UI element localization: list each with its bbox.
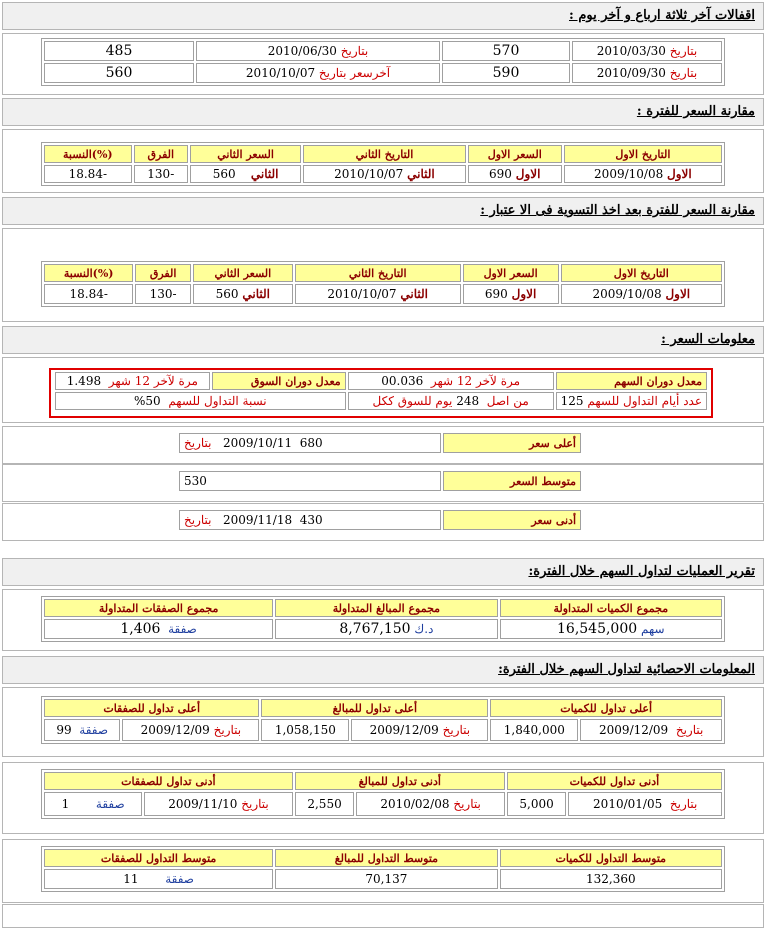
- col-header: متوسط التداول للمبالغ: [275, 849, 497, 867]
- total-deals: صفقة 1,406: [44, 619, 273, 639]
- section-title: تقرير العمليات لتداول السهم خلال الفترة:: [528, 564, 755, 579]
- adjusted-compare-table: [41, 261, 725, 307]
- lowest-deals-date: بتاريخ 2009/11/10: [144, 792, 292, 816]
- col-header: السعر الثاني: [190, 145, 301, 163]
- col-header: مجموع الصفقات المتداولة: [44, 599, 273, 617]
- last-price-date-cell: بتاريخ 2010/09/30: [572, 63, 722, 83]
- col-header: التاريخ الاول: [561, 264, 722, 282]
- col-header: السعر الاول: [468, 145, 562, 163]
- period-compare-table: [41, 142, 725, 186]
- average-qty: 132,360: [500, 869, 722, 889]
- second-price: الثاني 560: [190, 165, 301, 183]
- turnover-panel: [2, 357, 764, 423]
- adjusted-compare-panel: [2, 228, 764, 322]
- price-info-header: [2, 326, 764, 354]
- avg-price-table: [177, 469, 583, 493]
- trading-ratio: نسبة التداول للسهم 50%: [55, 392, 346, 410]
- col-header: التاريخ الثاني: [303, 145, 465, 163]
- average-amount: 70,137: [275, 869, 497, 889]
- period-compare-header: [2, 98, 764, 126]
- low-price-table: [177, 508, 583, 532]
- section-title: معلومات السعر :: [661, 332, 755, 347]
- avg-price-label: متوسط السعر: [443, 471, 581, 491]
- second-date: الثاني 2010/10/07: [303, 165, 465, 183]
- diff: -130: [135, 284, 190, 304]
- last-prices-header: [2, 2, 764, 30]
- second-date: الثاني 2010/10/07: [295, 284, 461, 304]
- low-price-panel: [2, 503, 764, 541]
- section-title: المعلومات الاحصائية لتداول السهم خلال الفترة:: [498, 662, 755, 677]
- trading-days: عدد أيام التداول للسهم 125: [556, 392, 707, 410]
- total-amount: د.ك 8,767,150: [275, 619, 497, 639]
- col-header: التاريخ الثاني: [295, 264, 461, 282]
- last-price-date-cell: آخرسعر بتاريخ 2010/10/07: [196, 63, 440, 83]
- last-price-value: 590: [442, 63, 570, 83]
- first-date: الاول 2009/10/08: [564, 165, 722, 183]
- low-price-value: 430 2009/11/18 بتاريخ: [179, 510, 441, 530]
- last-price-value: 485: [44, 41, 194, 61]
- section-title: مقارنة السعر للفترة :: [636, 104, 755, 119]
- turnover-table: [53, 370, 709, 412]
- highest-panel: [2, 687, 764, 757]
- lowest-qty: 5,000: [507, 792, 567, 816]
- footer-panel: [2, 904, 764, 928]
- col-header: السعر الثاني: [193, 264, 293, 282]
- last-price-date-cell: بتاريخ 2010/03/30: [572, 41, 722, 61]
- low-price-label: أدنى سعر: [443, 510, 581, 530]
- market-days: من اصل 248 يوم للسوق ككل: [348, 392, 554, 410]
- average-table: [41, 846, 725, 892]
- col-header: متوسط التداول للصفقات: [44, 849, 273, 867]
- col-header: أدنى تداول للصفقات: [44, 772, 293, 790]
- col-header: أعلى تداول للكميات: [490, 699, 722, 717]
- highest-amount-date: بتاريخ 2009/12/09: [351, 719, 488, 741]
- col-header: السعر الاول: [463, 264, 559, 282]
- lowest-panel: [2, 762, 764, 834]
- col-header: مجموع المبالغ المتداولة: [275, 599, 497, 617]
- turnover-stock-value: مرة لآخر 12 شهر 00.036: [348, 372, 554, 390]
- col-header: الفرق: [134, 145, 188, 163]
- total-qty: سهم 16,545,000: [500, 619, 722, 639]
- highest-deals-date: بتاريخ 2009/12/09: [122, 719, 259, 741]
- section-title: اقفالات آخر ثلاثة ارباع و آخر يوم :: [569, 8, 755, 23]
- last-prices-panel: [2, 33, 764, 95]
- col-header: أعلى تداول للصفقات: [44, 699, 259, 717]
- last-price-date-cell: بتاريخ 2010/06/30: [196, 41, 440, 61]
- col-header: متوسط التداول للكميات: [500, 849, 722, 867]
- col-header: التاريخ الاول: [564, 145, 722, 163]
- col-header: مجموع الكميات المتداولة: [500, 599, 722, 617]
- turnover-stock-label: معدل دوران السهم: [556, 372, 707, 390]
- trading-report-table: [41, 596, 725, 642]
- highest-qty-date: بتاريخ 2009/12/09: [580, 719, 722, 741]
- high-price-panel: [2, 426, 764, 464]
- col-header: (%)النسبة: [44, 264, 133, 282]
- stats-header: [2, 656, 764, 684]
- lowest-amount-date: بتاريخ 2010/02/08: [356, 792, 504, 816]
- lowest-deals: صفقة 1: [44, 792, 142, 816]
- highest-amount: 1,058,150: [261, 719, 349, 741]
- avg-price-value: 530: [179, 471, 441, 491]
- high-price-value: 680 2009/10/11 بتاريخ: [179, 433, 441, 453]
- avg-price-panel: [2, 464, 764, 502]
- col-header: (%)النسبة: [44, 145, 132, 163]
- highest-qty: 1,840,000: [490, 719, 578, 741]
- col-header: أدنى تداول للكميات: [507, 772, 722, 790]
- first-price: الاول 690: [468, 165, 562, 183]
- average-panel: [2, 839, 764, 903]
- lowest-amount: 2,550: [295, 792, 355, 816]
- first-date: الاول 2009/10/08: [561, 284, 722, 304]
- trading-report-header: [2, 558, 764, 586]
- trading-report-panel: [2, 589, 764, 651]
- average-deals: صفقة 11: [44, 869, 273, 889]
- section-title: مقارنة السعر للفترة بعد اخذ التسوية فى الا عتبار :: [480, 203, 755, 218]
- col-header: الفرق: [135, 264, 190, 282]
- pct: -18.84: [44, 284, 133, 304]
- first-price: الاول 690: [463, 284, 559, 304]
- last-price-value: 570: [442, 41, 570, 61]
- pct: -18.84: [44, 165, 132, 183]
- highest-deals: صفقة 99: [44, 719, 120, 741]
- col-header: أدنى تداول للمبالغ: [295, 772, 505, 790]
- highest-table: [41, 696, 725, 744]
- last-price-value: 560: [44, 63, 194, 83]
- high-price-table: [177, 431, 583, 455]
- turnover-market-value: مرة لآخر 12 شهر 1.498: [55, 372, 210, 390]
- adjusted-compare-header: [2, 197, 764, 225]
- period-compare-panel: [2, 129, 764, 193]
- high-price-label: أعلى سعر: [443, 433, 581, 453]
- lowest-qty-date: بتاريخ 2010/01/05: [568, 792, 722, 816]
- second-price: الثاني 560: [193, 284, 293, 304]
- col-header: أعلى تداول للمبالغ: [261, 699, 488, 717]
- diff: -130: [134, 165, 188, 183]
- lowest-table: [41, 769, 725, 819]
- turnover-market-label: معدل دوران السوق: [212, 372, 346, 390]
- last-prices-table: [41, 38, 725, 86]
